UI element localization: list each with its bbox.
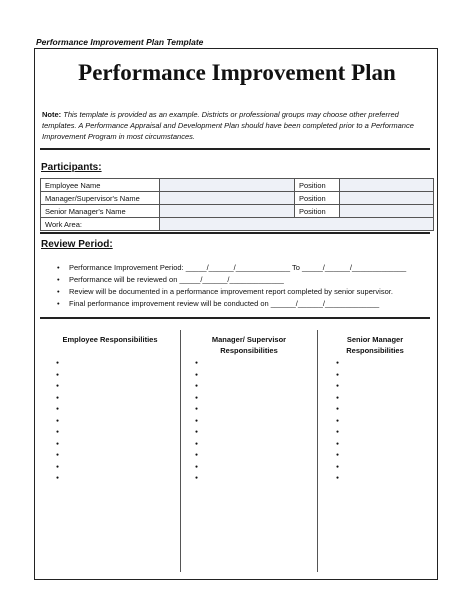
senior-manager-position-field[interactable] xyxy=(340,205,434,218)
employee-name-field[interactable] xyxy=(160,179,295,192)
bullet-item xyxy=(195,450,317,462)
bullet-item xyxy=(336,370,432,382)
review-item-review-date: • Performance will be reviewed on _____/______/_____________ xyxy=(57,274,406,286)
bullet-item xyxy=(56,370,180,382)
bullet-item xyxy=(195,427,317,439)
senior-manager-responsibilities-cell[interactable] xyxy=(318,356,433,572)
manager-name-label: Manager/Supervisor's Name xyxy=(41,192,160,205)
page-title: Performance Improvement Plan xyxy=(78,60,396,85)
bullet-item xyxy=(336,404,432,416)
work-area-label: Work Area: xyxy=(41,218,160,231)
bullet-item xyxy=(336,427,432,439)
bullet-item xyxy=(195,358,317,370)
bullet-item xyxy=(195,473,317,485)
manager-responsibilities-header xyxy=(181,330,318,356)
participants-heading: Participants: xyxy=(41,162,102,173)
bullet-item xyxy=(336,393,432,405)
header-line: Responsibilities xyxy=(220,346,278,355)
employee-position-label: Position xyxy=(295,179,340,192)
bullet-item xyxy=(195,416,317,428)
manager-position-field[interactable] xyxy=(340,192,434,205)
participant-row-work-area xyxy=(41,218,434,231)
bullet-item xyxy=(56,358,180,370)
participant-row-manager xyxy=(41,192,434,205)
bullet-item xyxy=(195,393,317,405)
employee-responsibilities-header xyxy=(40,330,181,356)
divider-rule xyxy=(40,148,430,150)
senior-manager-name-field[interactable] xyxy=(160,205,295,218)
bullet-item xyxy=(336,439,432,451)
responsibilities-header-row xyxy=(40,330,432,356)
bullet-item xyxy=(336,358,432,370)
bullet-item xyxy=(195,462,317,474)
bullet-item xyxy=(56,439,180,451)
bullet-item xyxy=(56,462,180,474)
review-item-final-review: • Final performance improvement review will be conducted on ______/______/_____________ xyxy=(57,298,406,310)
bullet-list xyxy=(336,358,432,485)
header-line: Senior Manager xyxy=(346,335,404,344)
bullet-item xyxy=(336,462,432,474)
senior-manager-name-label: Senior Manager's Name xyxy=(41,205,160,218)
header-line: Manager/ Supervisor xyxy=(211,335,287,344)
manager-position-label: Position xyxy=(295,192,340,205)
bullet-item xyxy=(56,393,180,405)
manager-responsibilities-cell[interactable] xyxy=(181,356,318,572)
bullet-item xyxy=(56,416,180,428)
employee-position-field[interactable] xyxy=(340,179,434,192)
participant-row-employee xyxy=(41,179,434,192)
manager-name-field[interactable] xyxy=(160,192,295,205)
bullet-item xyxy=(336,473,432,485)
header-line: Employee Responsibilities xyxy=(62,335,158,344)
bullet-item xyxy=(56,450,180,462)
template-label: Performance Improvement Plan Template xyxy=(36,37,204,47)
review-item-improvement-period: • Performance Improvement Period: _____/______/_____________ To _____/______/_____________ xyxy=(57,262,406,274)
header-line: Responsibilities xyxy=(346,346,404,355)
bullet-item xyxy=(56,381,180,393)
bullet-item xyxy=(336,381,432,393)
divider-rule xyxy=(40,232,430,234)
review-item-documentation: • Review will be documented in a performance improvement report completed by senior supervisor. xyxy=(57,286,406,298)
note-text: This template is provided as an example. Districts or professional groups may choose other preferred templates. A Performance Appraisal and Development Plan should have been completed prior to a Performance Improvement Program in most circumstances. xyxy=(42,110,414,141)
senior-manager-position-label: Position xyxy=(295,205,340,218)
bullet-item xyxy=(195,381,317,393)
note-label: Note: xyxy=(42,110,62,119)
bullet-item xyxy=(56,404,180,416)
review-period-list xyxy=(57,262,406,310)
divider-rule xyxy=(40,317,430,319)
bullet-list xyxy=(195,358,317,485)
bullet-item xyxy=(56,473,180,485)
bullet-item xyxy=(56,427,180,439)
participant-row-senior-manager xyxy=(41,205,434,218)
review-period-heading: Review Period: xyxy=(41,239,113,250)
responsibilities-body-row xyxy=(40,356,432,572)
bullet-item xyxy=(336,450,432,462)
employee-name-label: Employee Name xyxy=(41,179,160,192)
responsibilities-table xyxy=(40,330,432,572)
bullet-item xyxy=(336,416,432,428)
bullet-list xyxy=(56,358,180,485)
participants-table xyxy=(40,178,434,231)
note-paragraph xyxy=(42,109,432,142)
bullet-item xyxy=(195,439,317,451)
bullet-item xyxy=(195,370,317,382)
bullet-item xyxy=(195,404,317,416)
work-area-field[interactable] xyxy=(160,218,434,231)
employee-responsibilities-cell[interactable] xyxy=(40,356,181,572)
senior-manager-responsibilities-header xyxy=(318,330,433,356)
